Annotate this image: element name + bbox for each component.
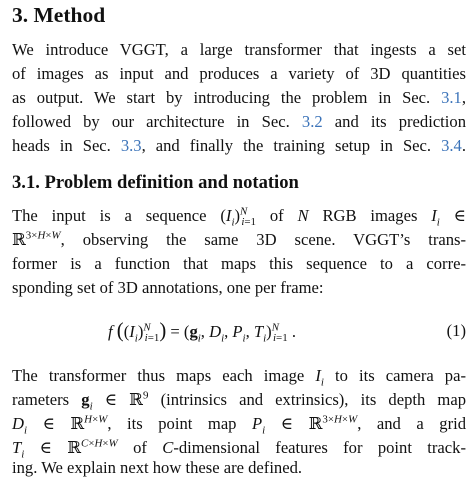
math-n: N [297,206,309,225]
paragraph-line: sponding set of 3D annotations, one per frame: [12,278,324,297]
paragraph-line: We introduce VGGT, a large transformer that ingests a set [12,40,466,59]
section-link-3-1[interactable]: 3.1 [441,88,462,107]
paragraph-line: followed by our architecture in Sec. 3.2 and its prediction [12,112,466,131]
paragraph-line: ℝ$^{3\times H\times W}$, observing the same 3D scene. VGGT’s trans- [12,229,466,249]
equation-number: (1) [446,321,466,340]
paragraph-line: The transformer thus maps each image $I_i$ to its camera pa- [12,366,466,389]
paragraph-line: of images as input and produces a variety of 3D quantities [12,64,466,83]
math-sequence: $(I_i)^N_{i=1}$ [220,205,256,229]
paragraph-line: heads in Sec. 3.3, and finally the training setup in Sec. 3.4. [12,136,466,155]
subsection-heading: 3.1. Problem definition and notation [12,172,299,193]
section-link-3-2[interactable]: 3.2 [301,112,323,131]
equation: f $((I_i)^N_{i=1}) = (g_i$, $D_i$, $P_i$, $T_i)^N_{i=1}$ . [108,320,296,345]
paragraph-line: as output. We start by introducing the problem in Sec. 3.1, [12,88,466,107]
math-image-space: ℝ$^{3\times H\times W}$ [12,229,61,249]
paragraph-line: $D_i$ ∈ ℝ$^{H\times W}$, its point map $P_i$ ∈ ℝ$^{3\times H\times W}$, and a grid [12,413,467,437]
paragraph-line: ing. We explain next how these are defined. [12,458,303,477]
paragraph-line: $T_i$ ∈ ℝ$^{C\times H\times W}$ of C-dimensional features for point track- [12,437,466,461]
paragraph-line: rameters $g_i$ ∈ ℝ$^9$ (intrinsics and extrinsics), its depth map [12,389,466,413]
paragraph-line: The input is a sequence $(I_i)^N_{i=1}$ of N RGB images $I_i$ ∈ [12,205,466,229]
section-link-3-4[interactable]: 3.4 [441,136,462,155]
paragraph-line: former is a function that maps this sequence to a corre- [12,254,466,273]
section-link-3-3[interactable]: 3.3 [120,136,142,155]
section-heading: 3. Method [12,3,106,27]
